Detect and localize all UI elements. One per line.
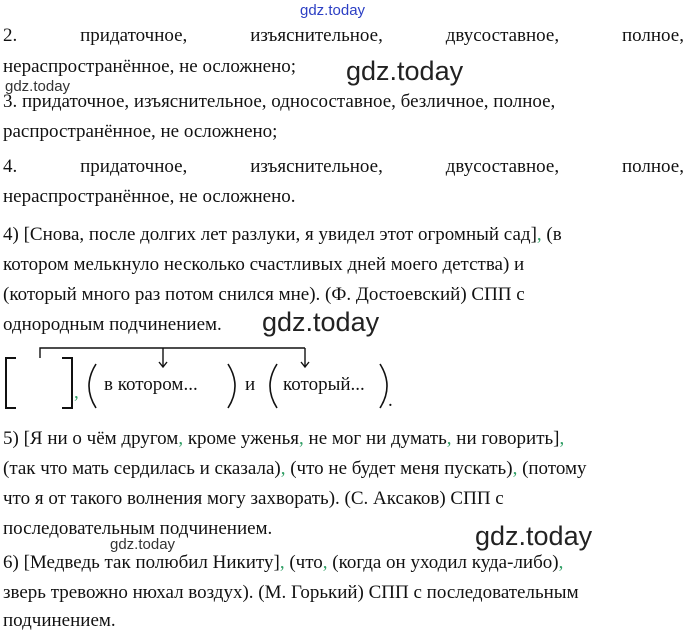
highlight-comma: , (279, 552, 285, 573)
text-segment: 6) [Медведь так полюбил Никиту] (3, 552, 280, 573)
text-segment: (что не будет меня пускать) (285, 458, 513, 479)
sentence-4-line-3: (который много раз потом снился мне). (Ф. Достоевский) СПП с (3, 284, 525, 305)
text-segment: не мог ни думать (303, 428, 447, 449)
sentence-4-line-2: котором мелькнуло несколько счастливых дней моего детства) и (3, 254, 525, 275)
highlight-comma: , (558, 552, 564, 573)
text-segment: (так что мать сердилась и сказала) (3, 458, 281, 479)
sentence-4-line-4: однородным подчинением. (3, 314, 222, 335)
watermark-large-2: gdz.today (262, 307, 380, 337)
watermark-top: gdz.today (300, 2, 366, 19)
main-clause-bracket-right (62, 358, 72, 408)
connector-line (40, 348, 305, 358)
sentence-5-line-3: что я от такого волнения могу захворать). (С. Аксаков) СПП с (3, 488, 504, 509)
highlight-comma: , (299, 428, 304, 449)
word: придаточное, (80, 25, 188, 46)
sentence-4-line-1 (3, 224, 562, 246)
clause-paren-right-2 (380, 364, 387, 408)
text-segment: 4) [Снова, после долгих лет разлуки, я увидел этот огромный сад] (3, 224, 537, 245)
clause-scheme-diagram (0, 336, 420, 420)
item-4-line-2: нераспространённое, не осложнено. (3, 186, 296, 207)
clause-paren-right-1 (228, 364, 235, 408)
sentence-5-line-4: последовательным подчинением. (3, 518, 273, 539)
word: изъяснительное, (250, 156, 383, 177)
word: двусоставное, (445, 25, 560, 46)
highlight-comma: , (446, 428, 452, 449)
sentence-6-line-3: подчинением. (3, 610, 116, 631)
clause-paren-left-1 (89, 364, 96, 408)
watermark-small-2: gdz.today (110, 536, 176, 553)
text-segment: (потому (517, 458, 587, 479)
text-segment: ни говорить] (451, 428, 560, 449)
sentence-6-line-1 (3, 552, 563, 574)
text-segment: (что (284, 552, 323, 573)
word: изъяснительное, (250, 25, 383, 46)
highlight-comma: , (322, 552, 328, 573)
main-clause-bracket-left (6, 358, 16, 408)
highlight-comma: , (536, 224, 542, 245)
diagram-clause-1: в котором... (104, 374, 198, 395)
watermark-large-3: gdz.today (475, 521, 593, 551)
highlight-comma: , (559, 428, 565, 449)
item-2-line-2: нераспространённое, не осложнено; (3, 56, 297, 77)
highlight-comma: , (512, 458, 518, 479)
word: полное, (621, 156, 684, 177)
highlight-comma: , (280, 458, 286, 479)
text-segment: кроме уженья (183, 428, 300, 449)
word: 2. (3, 25, 18, 46)
item-3-line-2: распространённое, не осложнено; (3, 121, 278, 142)
text-segment: 5) [Я ни о чём другом (3, 428, 179, 449)
clause-paren-left-2 (270, 364, 277, 408)
text-segment: (в (541, 224, 562, 245)
text-segment: (когда он уходил куда-либо) (327, 552, 559, 573)
word: придаточное, (80, 156, 188, 177)
item-3-line-1: 3. придаточное, изъяснительное, односоставное, безличное, полное, (3, 91, 556, 112)
diagram-clause-2: который... (283, 374, 365, 395)
word: двусоставное, (445, 156, 560, 177)
watermark-small-1: gdz.today (5, 78, 71, 95)
word: полное, (621, 25, 684, 46)
sentence-6-line-2: зверь тревожно нюхал воздух). (М. Горький) СПП с последовательным (3, 582, 579, 603)
item-4-line-1 (3, 156, 684, 178)
diagram-comma: , (74, 382, 79, 403)
sentence-5-line-1 (3, 428, 564, 450)
highlight-comma: , (178, 428, 184, 449)
diagram-conjunction: и (245, 374, 256, 395)
diagram-period: . (388, 390, 393, 411)
sentence-5-line-2 (3, 458, 587, 480)
item-2-line-1 (3, 25, 684, 47)
word: 4. (3, 156, 18, 177)
watermark-large-1: gdz.today (346, 56, 464, 86)
